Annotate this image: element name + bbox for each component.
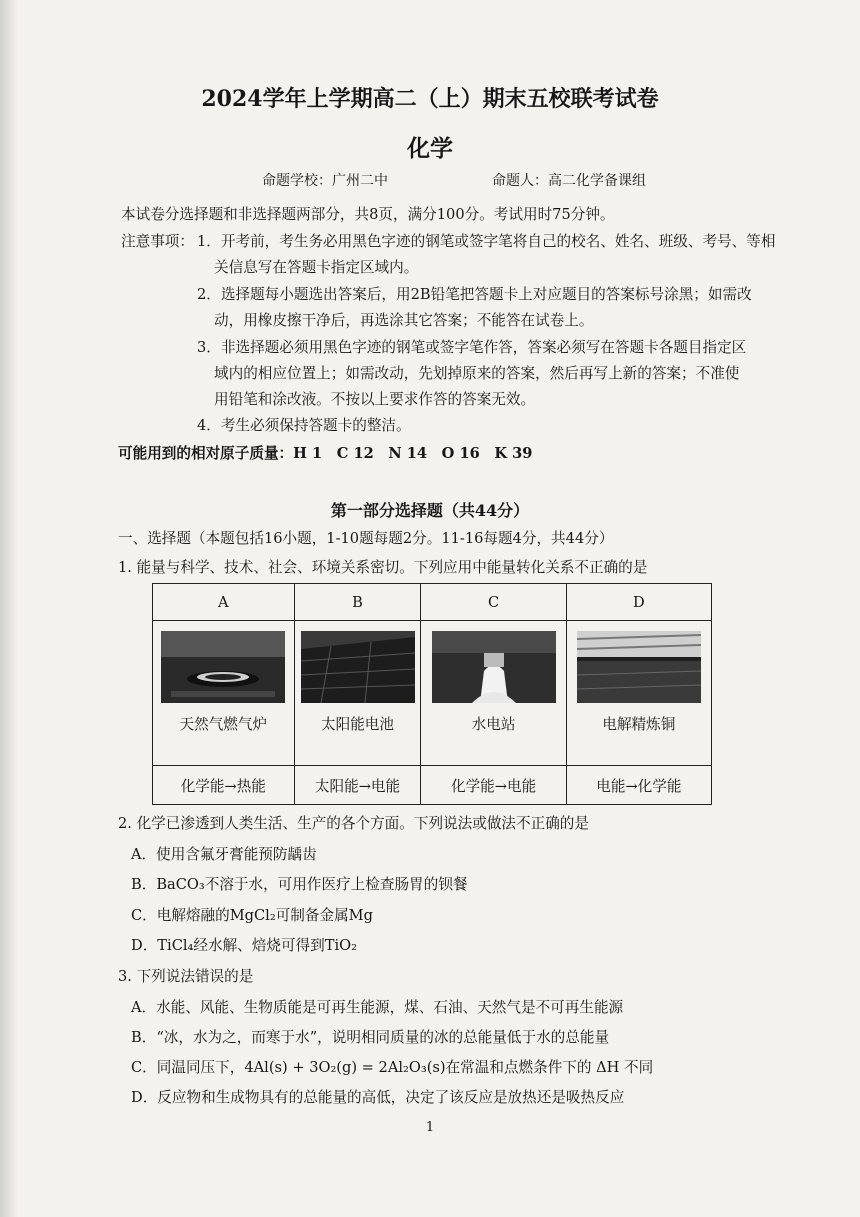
- option-b-cell: [294, 621, 421, 766]
- exam-intro: 本试卷分选择题和非选择题两部分，共8页，满分100分。考试用时75分钟。: [121, 206, 615, 223]
- option-b-caption: 太阳能电池: [321, 716, 394, 733]
- option-b-letter: B: [294, 584, 421, 621]
- question-1-stem: 1. 能量与科学、技术、社会、环境关系密切。下列应用中能量转化关系不正确的是: [118, 559, 648, 576]
- option-b-conversion: 太阳能→电能: [294, 766, 421, 805]
- question-3-stem: 3. 下列说法错误的是: [118, 968, 254, 985]
- note-line: 用铅笔和涂改液。不按以上要求作答的答案无效。: [214, 391, 536, 408]
- question-2-option: A．使用含氟牙膏能预防龋齿: [131, 846, 317, 863]
- option-a-cell: [153, 621, 295, 766]
- question-3-option: C．同温同压下，4Al(s) + 3O₂(g) = 2Al₂O₃(s)在常温和点燃条件下的 ΔH 不同: [131, 1059, 654, 1076]
- solar-panel-photo: [296, 631, 420, 703]
- note-line: 4．考生必须保持答题卡的整洁。: [197, 417, 411, 434]
- option-a-letter: A: [153, 584, 295, 621]
- note-line: 3．非选择题必须用黑色字迹的钢笔或签字笔作答，答案必须写在答题卡各题目指定区: [197, 339, 747, 356]
- note-line: 动，用橡皮擦干净后，再选涂其它答案；不能答在试卷上。: [214, 312, 594, 329]
- option-c-cell: [421, 621, 566, 766]
- question-2-option: B．BaCO₃不溶于水，可用作医疗上检查肠胃的钡餐: [131, 876, 468, 893]
- question-2-option: D．TiCl₄经水解、焙烧可得到TiO₂: [131, 937, 357, 954]
- exam-title: 2024学年上学期高二（上）期末五校联考试卷: [201, 86, 659, 112]
- option-d-caption: 电解精炼铜: [602, 716, 676, 733]
- option-c-conversion: 化学能→电能: [421, 766, 566, 805]
- section-title: 第一部分选择题（共44分）: [330, 501, 530, 520]
- option-a-conversion: 化学能→热能: [153, 766, 295, 805]
- exam-subject: 化学: [407, 135, 453, 162]
- question-1-table: [152, 583, 712, 805]
- exam-school: 命题学校：广州二中: [262, 173, 388, 189]
- option-c-caption: 水电站: [471, 716, 516, 733]
- page-number: 1: [425, 1120, 435, 1135]
- option-a-caption: 天然气燃气炉: [179, 716, 268, 733]
- question-2-option: C．电解熔融的MgCl₂可制备金属Mg: [131, 907, 373, 924]
- option-d-cell: [566, 621, 711, 766]
- option-c-letter: C: [421, 584, 566, 621]
- section-description: 一、选择题（本题包括16小题，1-10题每题2分。11-16每题4分，共44分）: [118, 530, 614, 547]
- question-3-option: A．水能、风能、生物质能是可再生能源，煤、石油、天然气是不可再生能源: [131, 999, 624, 1016]
- question-3-option: D．反应物和生成物具有的总能量的高低，决定了该反应是放热还是吸热反应: [131, 1089, 625, 1106]
- note-line: 1．开考前，考生务必用黑色字迹的钢笔或签字笔将自己的校名、姓名、班级、考号、等相: [197, 233, 776, 250]
- gas-stove-photo: [161, 631, 285, 703]
- question-2-stem: 2. 化学已渗透到人类生活、生产的各个方面。下列说法或做法不正确的是: [118, 815, 589, 832]
- atomic-masses: 可能用到的相对原子质量：H 1 C 12 N 14 O 16 K 39: [118, 445, 533, 462]
- question-3-option: B．“冰，水为之，而寒于水”，说明相同质量的冰的总能量低于水的总能量: [131, 1029, 610, 1046]
- copper-refining-photo: [577, 631, 701, 703]
- note-line: 关信息写在答题卡指定区域内。: [214, 259, 419, 276]
- hydropower-station-photo: [432, 631, 556, 703]
- note-line: 域内的相应位置上；如需改动，先划掉原来的答案，然后再写上新的答案；不准使: [214, 365, 740, 382]
- option-d-letter: D: [566, 584, 711, 621]
- scan-edge-shadow: [0, 0, 18, 1217]
- note-line: 2．选择题每小题选出答案后，用2B铅笔把答题卡上对应题目的答案标号涂黑；如需改: [197, 286, 752, 303]
- exam-author: 命题人：高二化学备课组: [492, 173, 646, 189]
- option-d-conversion: 电能→化学能: [566, 766, 711, 805]
- notes-label: 注意事项：: [121, 233, 194, 250]
